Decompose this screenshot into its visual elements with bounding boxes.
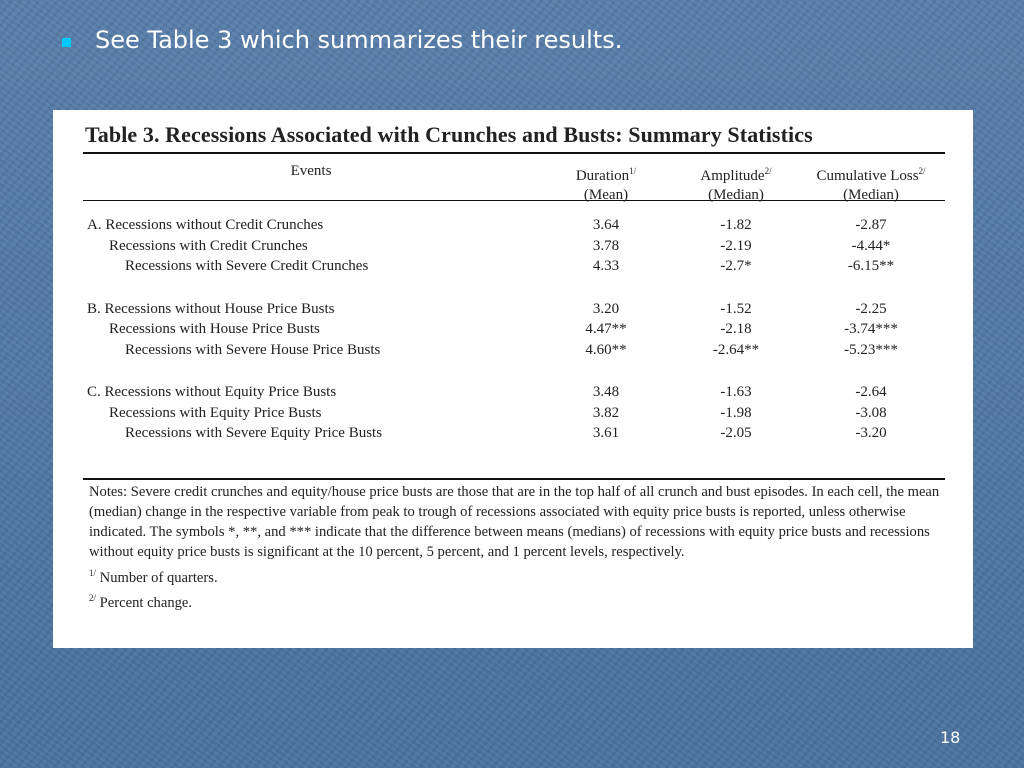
- row-duration: 3.48: [592, 384, 620, 400]
- row-duration: 3.20: [592, 300, 620, 317]
- section-b: [81, 299, 945, 361]
- row-cumloss: -2.64: [855, 384, 887, 400]
- row-label: Recessions with Credit Crunches: [109, 237, 308, 254]
- table-row: [81, 382, 945, 403]
- table-row: [81, 256, 945, 277]
- footnote-2-text: Percent change.: [99, 594, 193, 611]
- row-cumloss: -5.23***: [844, 341, 898, 358]
- row-label: A. Recessions without Credit Crunches: [87, 217, 324, 233]
- row-amplitude: -1.63: [720, 384, 752, 400]
- header-cumulative-loss: [801, 154, 941, 205]
- header-duration-sup: 1/: [629, 166, 637, 176]
- header-cumloss-sub: (Median): [843, 187, 899, 203]
- row-amplitude: -1.52: [720, 300, 752, 317]
- row-duration: 3.61: [592, 425, 620, 441]
- footnote-1-text: Number of quarters.: [99, 569, 218, 586]
- table-row: [81, 403, 945, 424]
- row-label: C. Recessions without Equity Price Busts: [87, 384, 337, 400]
- bullet-text: See Table 3 which summarizes their results.: [95, 26, 623, 54]
- row-cumloss: -3.08: [855, 404, 887, 421]
- table-row: [81, 319, 945, 340]
- footnote-2: [81, 588, 945, 613]
- row-duration: 4.33: [592, 258, 620, 274]
- row-label: Recessions with Severe Equity Price Busts: [125, 425, 383, 441]
- row-label: B. Recessions without House Price Busts: [87, 300, 335, 317]
- row-amplitude: -2.05: [720, 425, 752, 441]
- header-duration-label: Duration: [575, 168, 630, 184]
- header-duration-sub: (Mean): [583, 187, 629, 203]
- table-notes: [81, 478, 945, 614]
- table-title: Table 3. Recessions Associated with Crunches and Busts: Summary Statistics: [85, 122, 813, 147]
- bullet-point: [62, 26, 622, 54]
- row-label: Recessions with House Price Busts: [109, 321, 320, 337]
- table-row: [81, 215, 945, 236]
- header-events: [81, 154, 541, 205]
- row-amplitude: -2.19: [720, 237, 752, 254]
- row-amplitude: -2.7*: [720, 258, 752, 274]
- section-a: [81, 215, 945, 277]
- row-amplitude: -2.18: [720, 321, 752, 337]
- table-header: [81, 154, 945, 203]
- summary-statistics-table: [53, 110, 973, 648]
- row-duration: 3.78: [592, 237, 620, 254]
- row-amplitude: -1.98: [720, 404, 752, 421]
- row-duration: 3.64: [592, 217, 620, 233]
- header-amplitude: [671, 154, 801, 205]
- row-cumloss: -3.74***: [844, 321, 898, 337]
- notes-text: Notes: Severe credit crunches and equity/house price busts are those that are in the top half of all crunch and bust episodes. In each cell, the mean (median) change in the respective variable from peak to trough of recessions associated with equity price busts is reported, unless otherwise indicated. The symbols *, **, and *** indicate that the difference between means (medians) of recessions with equity price busts and recessions without equity price busts is significant at the 10 percent, 5 percent, and 1 percent levels, respectively.: [89, 483, 940, 561]
- row-duration: 3.82: [592, 404, 620, 421]
- header-cumloss-label: Cumulative Loss: [816, 168, 919, 184]
- row-cumloss: -4.44*: [851, 237, 891, 254]
- row-label: Recessions with Severe Credit Crunches: [125, 258, 369, 274]
- row-label: Recessions with Equity Price Busts: [109, 404, 322, 421]
- header-events-label: Events: [290, 163, 332, 179]
- page-number: 18: [940, 728, 961, 747]
- table-row: [81, 423, 945, 444]
- header-amplitude-label: Amplitude: [700, 168, 765, 184]
- row-amplitude: -2.64**: [712, 341, 760, 358]
- row-label: Recessions with Severe House Price Busts: [125, 341, 381, 358]
- section-c: [81, 382, 945, 444]
- row-cumloss: -2.87: [855, 217, 887, 233]
- header-amplitude-sub: (Median): [708, 187, 764, 203]
- footnote-2-mark: 2/: [89, 592, 97, 603]
- header-amplitude-sup: 2/: [764, 166, 772, 176]
- row-amplitude: -1.82: [720, 217, 752, 233]
- footnote-1: [81, 563, 945, 588]
- row-cumloss: -6.15**: [847, 258, 895, 274]
- row-duration: 4.47**: [585, 321, 627, 337]
- row-cumloss: -2.25: [855, 300, 887, 317]
- header-duration: [541, 154, 671, 205]
- header-cumloss-sup: 2/: [918, 166, 926, 176]
- table-row: [81, 299, 945, 320]
- table-row: [81, 340, 945, 361]
- square-bullet-icon: [62, 38, 71, 47]
- footnote-1-mark: 1/: [89, 567, 97, 578]
- row-cumloss: -3.20: [855, 425, 887, 441]
- row-duration: 4.60**: [585, 341, 627, 358]
- table-row: [81, 236, 945, 257]
